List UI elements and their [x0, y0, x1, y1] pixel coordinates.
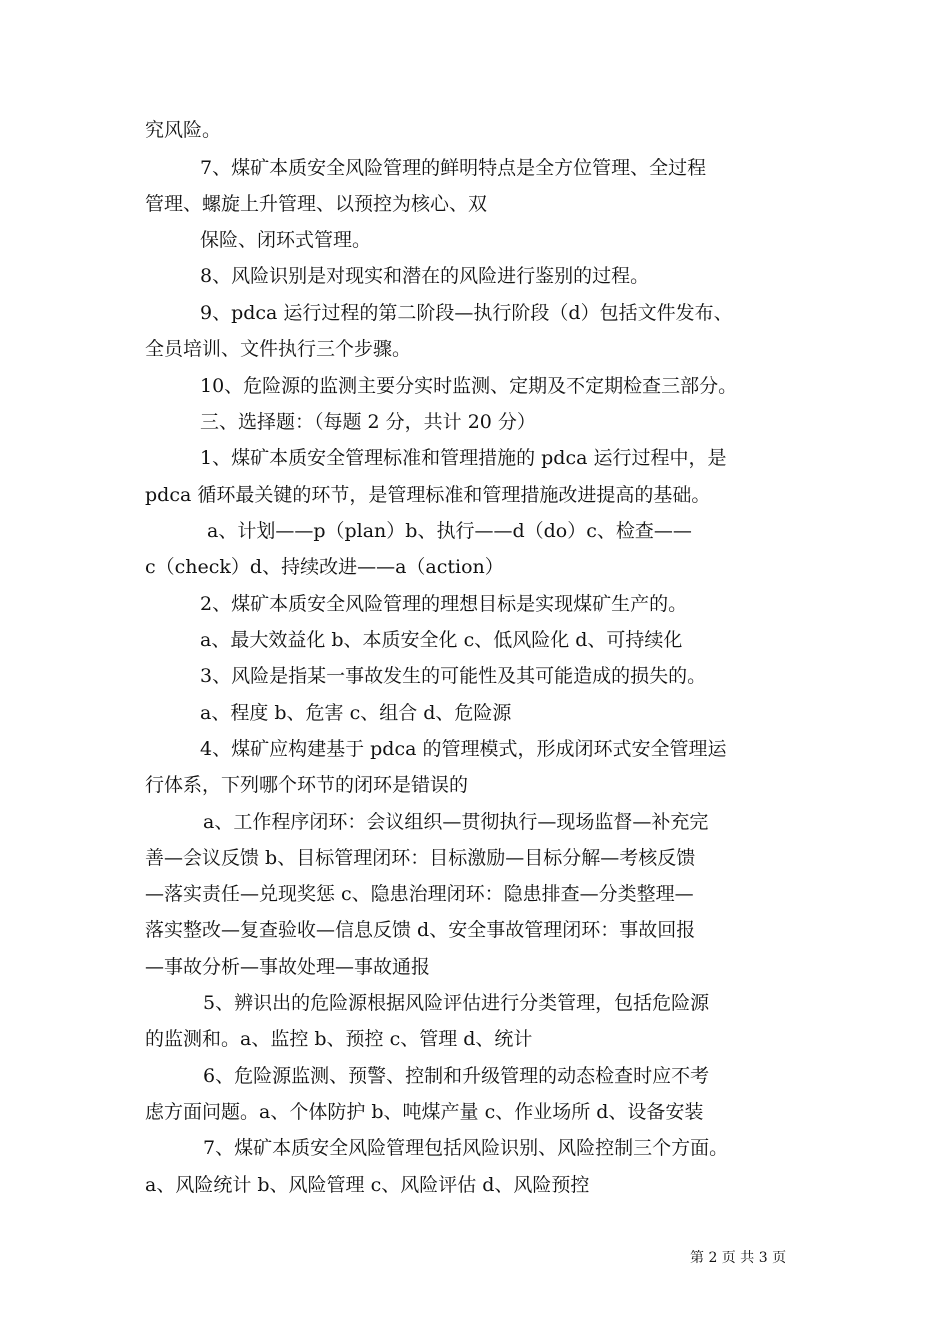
text-line: 7、煤矿本质安全风险管理的鲜明特点是全方位管理、全过程 [200, 157, 707, 179]
text-line: 管理、螺旋上升管理、以预控为核心、双 [145, 193, 488, 215]
page-number-footer: 第 2 页 共 3 页 [690, 1250, 787, 1266]
text-line: 落实整改—复查验收—信息反馈 d、安全事故管理闭环：事故回报 [145, 919, 696, 941]
text-line: 善—会议反馈 b、目标管理闭环：目标激励—目标分解—考核反馈 [145, 847, 696, 869]
text-line: 1、煤矿本质安全管理标准和管理措施的 pdca 运行过程中，是 [200, 447, 727, 469]
text-line: 3、风险是指某一事故发生的可能性及其可能造成的损失的。 [200, 665, 707, 687]
text-line: 保险、闭环式管理。 [200, 229, 372, 251]
text-line: 全员培训、文件执行三个步骤。 [145, 338, 412, 360]
text-line: 9、pdca 运行过程的第二阶段—执行阶段（d）包括文件发布、 [200, 302, 733, 324]
text-line: 4、煤矿应构建基于 pdca 的管理模式，形成闭环式安全管理运 [200, 738, 727, 760]
text-line: a、计划——p（plan）b、执行——d（do）c、检查—— [207, 520, 692, 542]
section-heading: 三、选择题：（每题 2 分，共计 20 分） [200, 411, 536, 433]
text-line: pdca 循环最关键的环节，是管理标准和管理措施改进提高的基础。 [145, 484, 711, 506]
text-line: a、程度 b、危害 c、组合 d、危险源 [200, 702, 512, 724]
text-line: 10、危险源的监测主要分实时监测、定期及不定期检查三部分。 [200, 375, 738, 397]
text-line: 5、辨识出的危险源根据风险评估进行分类管理，包括危险源 [203, 992, 710, 1014]
text-line: a、风险统计 b、风险管理 c、风险评估 d、风险预控 [145, 1174, 590, 1196]
text-line: 7、煤矿本质安全风险管理包括风险识别、风险控制三个方面。 [203, 1137, 729, 1159]
text-line: 的监测和。a、监控 b、预控 c、管理 d、统计 [145, 1028, 533, 1050]
text-line: 究风险。 [145, 119, 222, 141]
text-line: 行体系，下列哪个环节的闭环是错误的 [145, 774, 469, 796]
text-line: a、工作程序闭环：会议组织—贯彻执行—现场监督—补充完 [203, 811, 709, 833]
text-line: a、最大效益化 b、本质安全化 c、低风险化 d、可持续化 [200, 629, 683, 651]
text-line: 6、危险源监测、预警、控制和升级管理的动态检查时应不考 [203, 1065, 710, 1087]
text-line: —落实责任—兑现奖惩 c、隐患治理闭环：隐患排查—分类整理— [145, 883, 694, 905]
text-line: 虑方面问题。a、个体防护 b、吨煤产量 c、作业场所 d、设备安装 [145, 1101, 704, 1123]
text-line: 8、风险识别是对现实和潜在的风险进行鉴别的过程。 [200, 265, 650, 287]
text-line: —事故分析—事故处理—事故通报 [145, 956, 431, 978]
text-line: 2、煤矿本质安全风险管理的理想目标是实现煤矿生产的。 [200, 593, 688, 615]
text-line: c（check）d、持续改进——a（action） [145, 556, 504, 578]
